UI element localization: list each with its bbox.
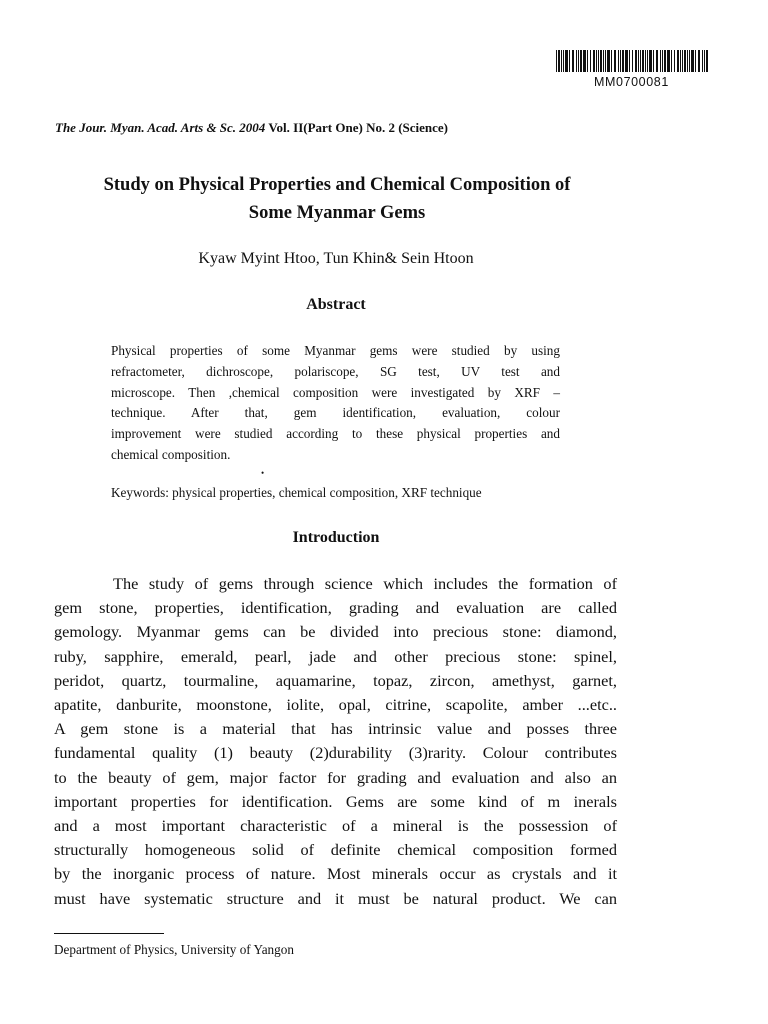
footnote-divider <box>54 933 164 934</box>
body-line: by the inorganic process of nature. Most minerals occur as crystals and it <box>54 864 617 884</box>
body-line: apatite, danburite, moonstone, iolite, opal, citrine, scapolite, amber ...etc.. <box>54 695 617 715</box>
body-line: and a most important characteristic of a mineral is the possession of <box>54 816 617 836</box>
journal-volume: Vol. II(Part One) No. 2 (Science) <box>268 120 449 135</box>
abstract-line: chemical composition. <box>111 446 231 462</box>
body-line: important properties for identification. Gems are some kind of m inerals <box>54 791 617 811</box>
body-line: fundamental quality (1) beauty (2)durability (3)rarity. Colour contributes <box>54 743 617 763</box>
stray-mark: • <box>261 468 265 478</box>
paper-title-line: Some Myanmar Gems <box>248 203 426 223</box>
abstract-text <box>111 341 560 466</box>
keywords: Keywords: physical properties, chemical composition, XRF technique <box>111 485 482 500</box>
abstract-line: refractometer, dichroscope, polariscope, SG test, UV test and <box>111 363 560 379</box>
abstract-line: improvement were studied according to these physical properties and <box>111 426 560 442</box>
body-line: peridot, quartz, tourmaline, aquamarine, topaz, zircon, amethyst, garnet, <box>54 670 617 690</box>
paper-authors: Kyaw Myint Htoo, Tun Khin& Sein Htoon <box>198 250 474 267</box>
barcode-block <box>556 50 712 89</box>
abstract-heading: Abstract <box>306 296 366 313</box>
footnote: Department of Physics, University of Yangon <box>54 942 294 957</box>
body-line: A gem stone is a material that has intrinsic value and posses three <box>54 719 617 739</box>
journal-title: The Jour. Myan. Acad. Arts & Sc. 2004 <box>55 120 266 135</box>
body-line: must have systematic structure and it must be natural product. We can <box>54 888 617 908</box>
paper-title <box>40 171 634 227</box>
body-line: gem stone, properties, identification, grading and evaluation are called <box>54 598 617 618</box>
paper-title-line: Study on Physical Properties and Chemical Composition of <box>103 175 571 195</box>
body-line: The study of gems through science which includes the formation of <box>113 574 617 593</box>
body-line: structurally homogeneous solid of definite chemical composition formed <box>54 840 617 860</box>
abstract-line: technique. After that, gem identification, evaluation, colour <box>111 405 560 421</box>
journal-header <box>55 120 448 136</box>
body-line: to the beauty of gem, major factor for grading and evaluation and also an <box>54 767 617 787</box>
introduction-text <box>54 572 617 911</box>
body-line: gemology. Myanmar gems can be divided into precious stone: diamond, <box>54 622 617 642</box>
abstract-line: microscope. Then ,chemical composition were investigated by XRF – <box>111 384 560 400</box>
introduction-heading: Introduction <box>292 529 380 546</box>
barcode-icon <box>556 50 710 72</box>
abstract-line: Physical properties of some Myanmar gems were studied by using <box>111 343 560 358</box>
barcode-code: MM0700081 <box>594 75 669 89</box>
body-line: ruby, sapphire, emerald, pearl, jade and other precious stone: spinel, <box>54 646 617 666</box>
